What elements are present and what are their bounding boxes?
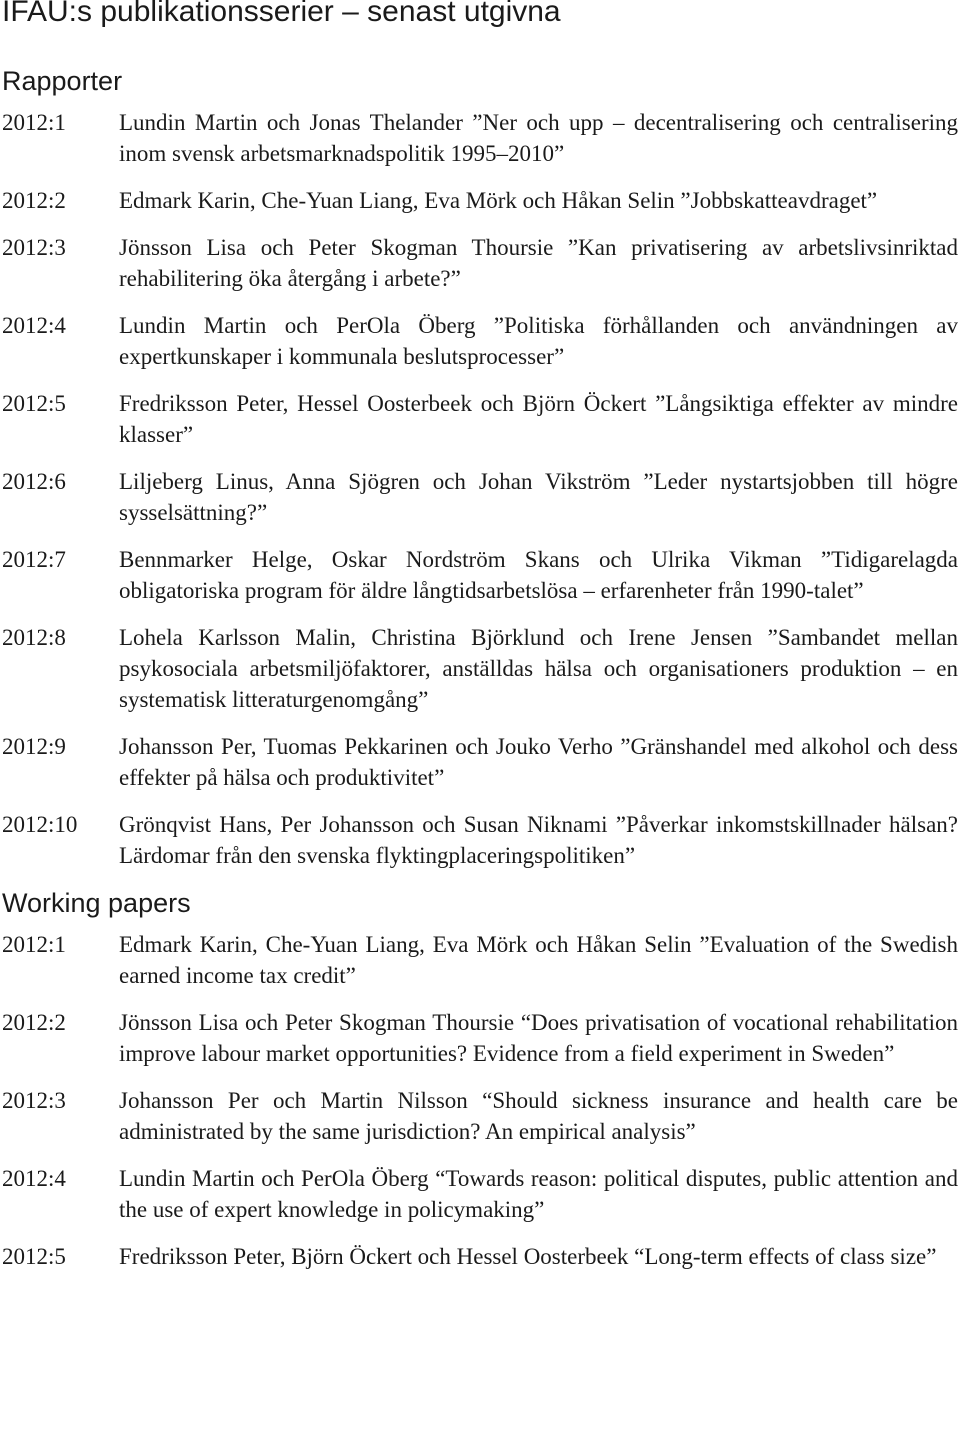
list-item (2, 1007, 960, 1069)
list-item (2, 466, 960, 528)
section-heading-rapporter: Rapporter (2, 66, 123, 96)
entry-number: 2012:2 (2, 188, 66, 213)
entry-number: 2012:10 (2, 812, 78, 837)
list-item (2, 388, 960, 450)
entry-number: 2012:6 (2, 469, 66, 494)
list-item (2, 544, 960, 606)
entry-number: 2012:8 (2, 625, 66, 650)
entry-number: 2012:5 (2, 1244, 66, 1269)
entry-text: Fredriksson Peter, Björn Öckert och Hessel Oosterbeek “Long-term effects of class size” (119, 1244, 937, 1269)
entry-number: 2012:3 (2, 1088, 66, 1113)
entry-text: Bennmarker Helge, Oskar Nordström Skans och Ulrika Vikman ”Tidigarelagda obligatoriska program för äldre långtidsarbetslösa – erfarenheter från 1990-talet” (119, 547, 958, 603)
entry-text: Edmark Karin, Che-Yuan Liang, Eva Mörk och Håkan Selin ”Jobbskatteavdraget” (119, 188, 878, 213)
entry-text: Grönqvist Hans, Per Johansson och Susan Niknami ”Påverkar inkomstskillnader hälsan? Lärdomar från den svenska flyktingplaceringspolitiken” (119, 812, 958, 868)
entry-number: 2012:7 (2, 547, 66, 572)
entry-text: Jönsson Lisa och Peter Skogman Thoursie ”Kan privatisering av arbetslivsinriktad rehabilitering öka återgång i arbete?” (119, 235, 958, 291)
entry-text: Fredriksson Peter, Hessel Oosterbeek och Björn Öckert ”Långsiktiga effekter av mindre klasser” (119, 391, 958, 447)
entry-text: Lundin Martin och PerOla Öberg “Towards reason: political disputes, public attention and the use of expert knowledge in policymaking” (119, 1166, 958, 1222)
entry-number: 2012:1 (2, 932, 66, 957)
list-item (2, 731, 960, 793)
entry-number: 2012:2 (2, 1010, 66, 1035)
list-item (2, 1163, 960, 1225)
list-item (2, 310, 960, 372)
entry-text: Edmark Karin, Che-Yuan Liang, Eva Mörk och Håkan Selin ”Evaluation of the Swedish earned income tax credit” (119, 932, 958, 988)
page-title: IFAU:s publikationsserier – senast utgivna (2, 0, 561, 28)
entry-number: 2012:4 (2, 1166, 66, 1191)
list-item (2, 232, 960, 294)
entry-text: Lundin Martin och Jonas Thelander ”Ner och upp – decentralisering och centralisering inom svensk arbetsmarknadspolitik 1995–2010” (119, 110, 958, 166)
entry-number: 2012:3 (2, 235, 66, 260)
list-item (2, 107, 960, 169)
list-item (2, 622, 960, 715)
list-item (2, 929, 960, 991)
entry-number: 2012:5 (2, 391, 66, 416)
entry-text: Johansson Per, Tuomas Pekkarinen och Jouko Verho ”Gränshandel med alkohol och dess effekter på hälsa och produktivitet” (119, 734, 958, 790)
publication-list-rapporter (2, 107, 960, 871)
publication-list-working-papers (2, 929, 960, 1272)
entry-text: Lohela Karlsson Malin, Christina Björklund och Irene Jensen ”Sambandet mellan psykosociala arbetsmiljöfaktorer, anställdas hälsa och organisationers produktion – en systematisk litteraturgenomgång” (119, 625, 958, 712)
list-item (2, 185, 960, 216)
entry-text: Johansson Per och Martin Nilsson “Should sickness insurance and health care be administrated by the same jurisdiction? An empirical analysis” (119, 1088, 958, 1144)
section-working-papers (2, 887, 960, 1272)
entry-text: Jönsson Lisa och Peter Skogman Thoursie “Does privatisation of vocational rehabilitation improve labour market opportunities? Evidence from a field experiment in Sweden” (119, 1010, 958, 1066)
list-item (2, 809, 960, 871)
entry-text: Lundin Martin och PerOla Öberg ”Politiska förhållanden och användningen av expertkunskaper i kommunala beslutsprocesser” (119, 313, 958, 369)
entry-number: 2012:4 (2, 313, 66, 338)
section-rapporter (2, 65, 960, 871)
section-heading-working-papers: Working papers (2, 888, 191, 918)
entry-number: 2012:1 (2, 110, 66, 135)
entry-text: Liljeberg Linus, Anna Sjögren och Johan Vikström ”Leder nystartsjobben till högre sysselsättning?” (119, 469, 958, 525)
list-item (2, 1085, 960, 1147)
list-item (2, 1241, 960, 1272)
entry-number: 2012:9 (2, 734, 66, 759)
